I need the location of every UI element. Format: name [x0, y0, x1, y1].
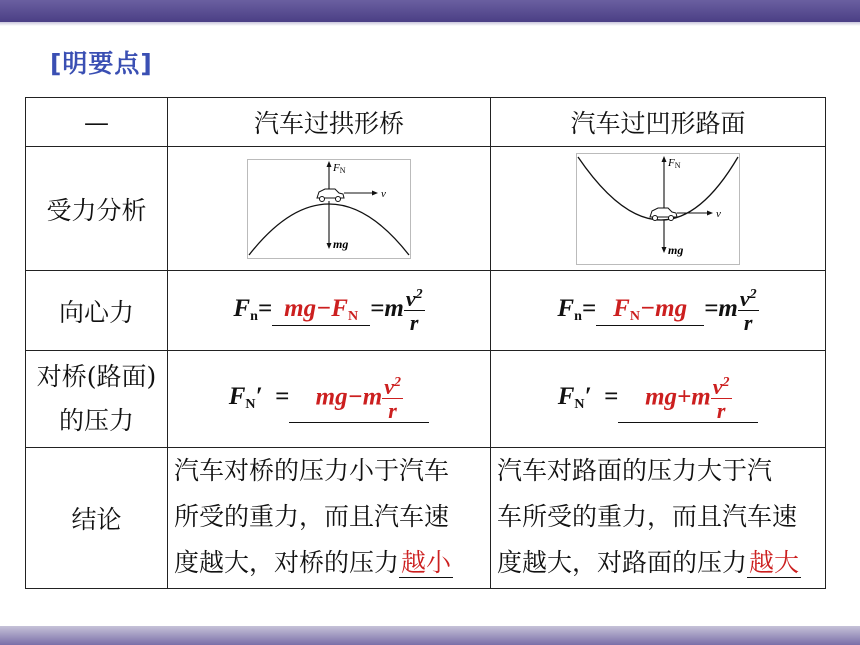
- svg-text:FN: FN: [333, 161, 346, 175]
- pressure-concave-formula: $F_N' = mg+m$ $\frac{v^2}{r}$: [558, 383, 759, 410]
- answer-blank: 越大: [749, 548, 800, 577]
- svg-text:FN: FN: [668, 156, 681, 170]
- bottom-banner: [0, 626, 860, 645]
- pressure-concave-cell: [491, 351, 826, 448]
- concave-road-cell: [491, 147, 826, 271]
- top-banner: [0, 0, 860, 22]
- conclusion-arch-cell: 汽车对桥的压力小于汽车 所受的重力，而且汽车速 度越大，对桥的压力越小: [168, 448, 491, 589]
- arch-bridge-diagram: [247, 159, 411, 259]
- conclusion-concave-cell: 汽车对路面的压力大于汽 车所受的重力，而且汽车速 度越大，对路面的压力越大: [491, 448, 826, 589]
- centripetal-concave-formula: $F_n= F_N-mg =m$ $\frac{v^2}{r}$: [557, 285, 757, 335]
- answer-blank: 越小: [401, 548, 452, 577]
- answer-blank: mg+m $\frac{v^2}{r}$: [618, 376, 758, 423]
- centripetal-row: [26, 271, 826, 351]
- row-label-force-analysis: 受力分析: [26, 147, 168, 271]
- header-arch-bridge: 汽车过拱形桥: [168, 98, 491, 147]
- svg-text:v: v: [716, 207, 721, 220]
- header-concave-road: 汽车过凹形路面: [491, 98, 826, 147]
- concave-road-diagram: [576, 153, 740, 265]
- section-heading: [明要点]: [50, 49, 153, 78]
- table-header-row: [26, 98, 826, 147]
- comparison-table: [25, 97, 826, 589]
- conclusion-row: [26, 448, 826, 589]
- pressure-row: [26, 351, 826, 448]
- centripetal-concave-cell: [491, 271, 826, 351]
- arch-bridge-cell: [168, 147, 491, 271]
- top-banner-shadow: [0, 22, 860, 26]
- pressure-arch-cell: [168, 351, 491, 448]
- svg-text:mg: mg: [668, 242, 684, 257]
- svg-text:mg: mg: [333, 236, 349, 251]
- row-label-pressure: 对桥(路面) 的压力: [26, 351, 168, 448]
- centripetal-arch-formula: $F_n= mg-F_N =m$ $\frac{v^2}{r}$: [233, 285, 423, 335]
- row-label-centripetal: 向心力: [26, 271, 168, 351]
- answer-blank: mg−m $\frac{v^2}{r}$: [289, 376, 429, 423]
- svg-text:v: v: [381, 187, 386, 200]
- answer-blank: $mg-F_N$: [272, 295, 370, 326]
- centripetal-arch-cell: [168, 271, 491, 351]
- force-analysis-row: [26, 147, 826, 271]
- corner-cell: —: [26, 98, 168, 147]
- pressure-arch-formula: $F_N' = mg-m$ $\frac{v^2}{r}$: [229, 383, 430, 410]
- row-label-conclusion: 结论: [26, 448, 168, 589]
- answer-blank: $F_N-mg$: [596, 295, 704, 326]
